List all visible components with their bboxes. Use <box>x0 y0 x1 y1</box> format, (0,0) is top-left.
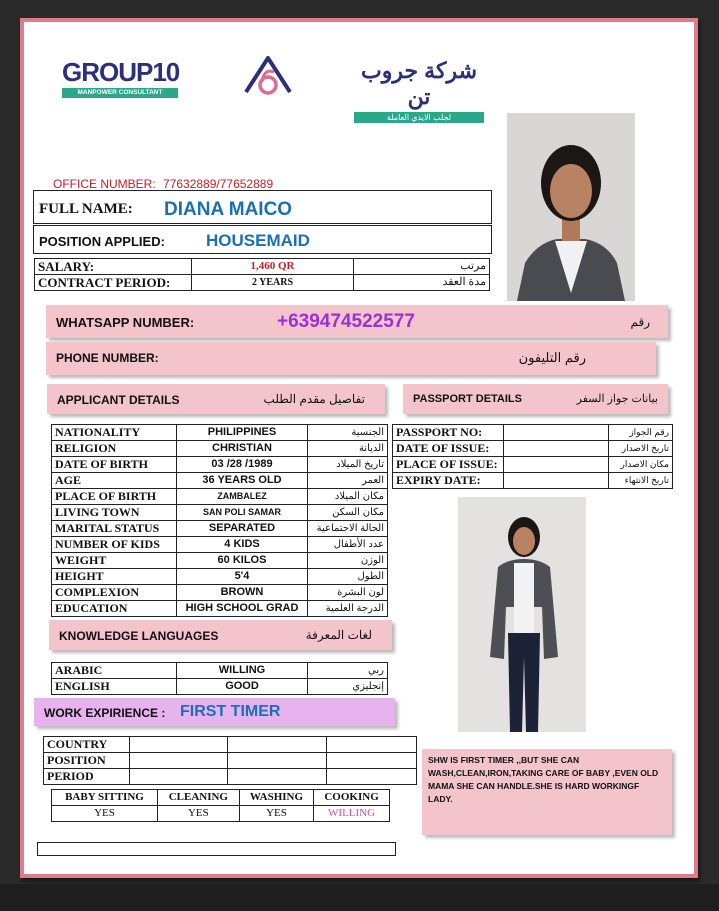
field-value: HIGH SCHOOL GRAD <box>177 601 308 617</box>
table-row <box>52 537 388 553</box>
field-value: SAN POLI SAMAR <box>177 505 308 521</box>
field-value <box>228 769 327 785</box>
field-label: POSITION <box>44 753 130 769</box>
skills-table <box>51 789 390 822</box>
field-label: PLACE OF ISSUE: <box>393 457 504 473</box>
field-label-ar: تاريخ الاصدار <box>609 441 673 457</box>
table-row <box>44 769 417 785</box>
table-row <box>44 737 417 753</box>
field-label-ar: الطول <box>308 569 388 585</box>
arabic-logo: شركة جروب تن لجلب الايدي العاملة <box>354 58 484 103</box>
field-label: COMPLEXION <box>52 585 177 601</box>
field-label: PLACE OF BIRTH <box>52 489 177 505</box>
field-label: HEIGHT <box>52 569 177 585</box>
field-value: 4 KIDS <box>177 537 308 553</box>
position-label: POSITION APPLIED: <box>39 234 165 249</box>
table-row <box>52 601 388 617</box>
field-value: SEPARATED <box>177 521 308 537</box>
table-row <box>52 521 388 537</box>
field-label-ar: العمر <box>308 473 388 489</box>
field-value <box>504 441 609 457</box>
field-label-ar: رقم الجواز <box>609 425 673 441</box>
phone-label: PHONE NUMBER: <box>56 351 159 365</box>
field-label-ar: مكان الاصدار <box>609 457 673 473</box>
table-row <box>52 489 388 505</box>
field-value <box>129 737 228 753</box>
passport-details-table <box>392 424 673 489</box>
field-label-ar: الجنسية <box>308 425 388 441</box>
salary-contract-table: SALARY: 1,460 QR مرتب CONTRACT PERIOD: 2 YEARS مدة العقد <box>34 258 490 291</box>
skill-value: YES <box>157 806 239 822</box>
field-value <box>326 737 416 753</box>
field-value <box>504 425 609 441</box>
field-label-ar: الديانة <box>308 441 388 457</box>
table-row <box>52 663 388 679</box>
whatsapp-band: WHATSAPP NUMBER: +639474522577 رقم <box>46 305 668 338</box>
field-label: NUMBER OF KIDS <box>52 537 177 553</box>
table-row <box>393 473 673 489</box>
skill-value: WILLING <box>314 806 390 822</box>
field-value <box>228 737 327 753</box>
table-row <box>393 425 673 441</box>
table-row <box>393 457 673 473</box>
contract-value: 2 YEARS <box>192 275 354 291</box>
applicant-details-table <box>51 424 388 617</box>
field-label-ar: مكان السكن <box>308 505 388 521</box>
remarks-box <box>422 749 672 835</box>
applicant-fullbody-photo <box>458 497 586 732</box>
field-label: COUNTRY <box>44 737 130 753</box>
bottom-bar <box>0 884 719 911</box>
center-emblem-icon <box>240 52 296 100</box>
field-label-ar: تاريخ الميلاد <box>308 457 388 473</box>
field-label-ar: الحالة الاجتماعية <box>308 521 388 537</box>
field-value: CHRISTIAN <box>177 441 308 457</box>
field-label: ENGLISH <box>52 679 177 695</box>
table-row <box>393 441 673 457</box>
field-label: PASSPORT NO: <box>393 425 504 441</box>
skill-header: CLEANING <box>157 790 239 806</box>
field-label-ar: ربي <box>308 663 388 679</box>
full-name-value: DIANA MAICO <box>164 199 293 220</box>
skill-value: YES <box>52 806 158 822</box>
table-row <box>52 679 388 695</box>
languages-header: KNOWLEDGE LANGUAGES لغات المعرفة <box>49 620 392 650</box>
whatsapp-label: WHATSAPP NUMBER: <box>56 315 195 330</box>
field-label-ar: لون البشرة <box>308 585 388 601</box>
field-label-ar: الدرجة العلمية <box>308 601 388 617</box>
field-value <box>504 473 609 489</box>
field-label: MARITAL STATUS <box>52 521 177 537</box>
passport-details-header: PASSPORT DETAILS بيانات جواز السفر <box>403 384 668 414</box>
work-experience-header: WORK EXPIRIENCE : FIRST TIMER <box>34 698 395 726</box>
skill-header: BABY SITTING <box>52 790 158 806</box>
field-label-ar: مكان الميلاد <box>308 489 388 505</box>
field-label-ar: الوزن <box>308 553 388 569</box>
field-label: DATE OF BIRTH <box>52 457 177 473</box>
table-row <box>52 553 388 569</box>
field-label: PERIOD <box>44 769 130 785</box>
full-name-row <box>33 190 492 224</box>
remarks-text: SHW IS FIRST TIMER ,,BUT SHE CAN WASH,CLEAN,IRON,TAKING CARE OF BABY ,EVEN OLD MAMA SHE CAN HANDLE.SHE IS HARD WORKINGF LADY. <box>428 755 659 804</box>
table-row <box>52 441 388 457</box>
field-value: ZAMBALEZ <box>177 489 308 505</box>
skill-header: WASHING <box>239 790 313 806</box>
whatsapp-value[interactable]: +639474522577 <box>277 311 415 332</box>
footer-blank-field <box>37 842 396 856</box>
field-value: WILLING <box>177 663 308 679</box>
languages-table <box>51 662 388 695</box>
skill-value: YES <box>239 806 313 822</box>
field-label-ar: إنجليزي <box>308 679 388 695</box>
work-experience-value: FIRST TIMER <box>180 703 281 720</box>
field-value <box>129 769 228 785</box>
skills-header-row <box>52 790 390 806</box>
field-value: 36 YEARS OLD <box>177 473 308 489</box>
field-value: PHILIPPINES <box>177 425 308 441</box>
experience-table <box>43 736 417 785</box>
applicant-portrait-photo <box>507 113 635 301</box>
skills-value-row <box>52 806 390 822</box>
position-row <box>33 225 492 254</box>
applicant-details-header: APPLICANT DETAILS تفاصيل مقدم الطلب <box>47 384 385 414</box>
table-row <box>52 569 388 585</box>
field-label-ar: عدد الأطفال <box>308 537 388 553</box>
field-label: EXPIRY DATE: <box>393 473 504 489</box>
field-value <box>504 457 609 473</box>
field-label: NATIONALITY <box>52 425 177 441</box>
field-label: AGE <box>52 473 177 489</box>
skill-header: COOKING <box>314 790 390 806</box>
field-value: 03 /28 /1989 <box>177 457 308 473</box>
table-row <box>52 473 388 489</box>
field-label: RELIGION <box>52 441 177 457</box>
field-value: BROWN <box>177 585 308 601</box>
full-name-label: FULL NAME: <box>39 201 133 217</box>
phone-band: PHONE NUMBER: رقم التليفون <box>46 342 656 375</box>
salary-value: 1,460 QR <box>192 259 354 275</box>
field-label: ARABIC <box>52 663 177 679</box>
field-label: DATE OF ISSUE: <box>393 441 504 457</box>
office-number: OFFICE NUMBER: 77632889/77652889 <box>53 177 274 191</box>
field-value <box>129 753 228 769</box>
field-label: WEIGHT <box>52 553 177 569</box>
table-row <box>52 585 388 601</box>
table-row <box>52 457 388 473</box>
field-value <box>326 769 416 785</box>
position-value: HOUSEMAID <box>206 231 310 250</box>
field-value: GOOD <box>177 679 308 695</box>
table-row <box>52 425 388 441</box>
field-value: 60 KILOS <box>177 553 308 569</box>
table-row <box>44 753 417 769</box>
table-row <box>52 505 388 521</box>
field-value <box>228 753 327 769</box>
field-label-ar: تاريخ الانتهاء <box>609 473 673 489</box>
field-value: 5'4 <box>177 569 308 585</box>
group10-logo: GROUP10 MANPOWER CONSULTANT <box>62 57 180 96</box>
field-label: EDUCATION <box>52 601 177 617</box>
field-label: LIVING TOWN <box>52 505 177 521</box>
field-value <box>326 753 416 769</box>
